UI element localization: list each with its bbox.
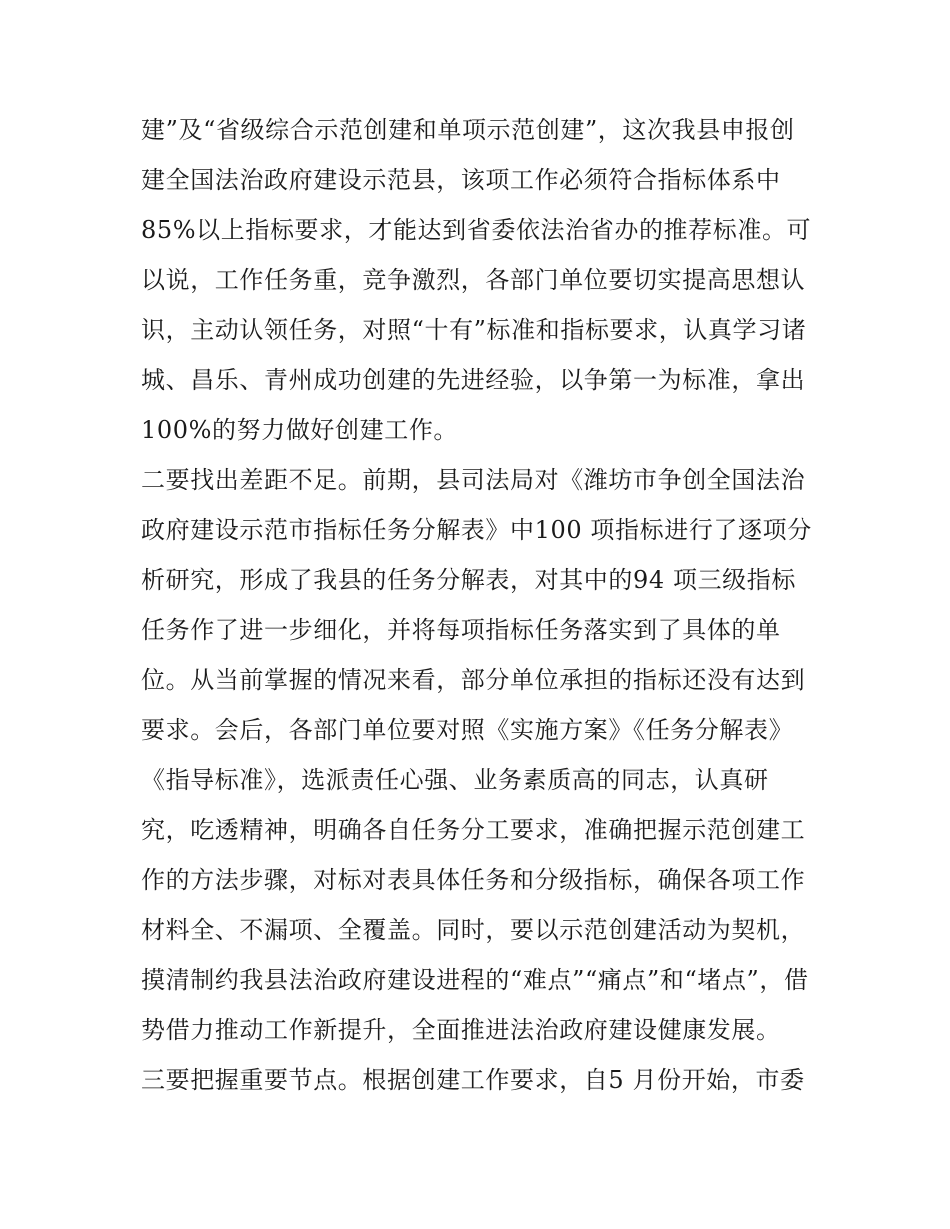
- text-line: 识，主动认领任务，对照“十有”标准和指标要求，认真学习诸: [141, 316, 807, 344]
- text-line: 位。从当前掌握的情况来看，部分单位承担的指标还没有达到: [141, 666, 806, 694]
- text-line: 二要找出差距不足。前期，县司法局对《潍坊市争创全国法治: [141, 466, 806, 494]
- text-line: 建”及“省级综合示范创建和单项示范创建”，这次我县申报创: [141, 116, 795, 144]
- text-line: 100%的努力做好创建工作。: [141, 416, 459, 444]
- text-line: 作的方法步骤，对标对表具体任务和分级指标，确保各项工作: [141, 866, 806, 894]
- body-text: [141, 105, 821, 1105]
- text-line: 材料全、不漏项、全覆盖。同时，要以示范创建活动为契机，: [141, 916, 806, 944]
- text-line: 城、昌乐、青州成功创建的先进经验，以争第一为标准，拿出: [141, 366, 806, 394]
- text-line: 政府建设示范市指标任务分解表》中100 项指标进行了逐项分: [141, 516, 812, 544]
- text-line: 三要把握重要节点。根据创建工作要求，自5 月份开始，市委: [141, 1066, 805, 1094]
- text-line: 要求。会后，各部门单位要对照《实施方案》《任务分解表》: [141, 716, 794, 744]
- text-line: 85%以上指标要求，才能达到省委依法治省办的推荐标准。可: [141, 216, 812, 244]
- text-line: 析研究，形成了我县的任务分解表，对其中的94 项三级指标: [141, 566, 796, 594]
- text-line: 《指导标准》，选派责任心强、业务素质高的同志，认真研: [141, 766, 769, 794]
- text-line: 以说，工作任务重，竞争激烈，各部门单位要切实提高思想认: [141, 266, 806, 294]
- text-line: 建全国法治政府建设示范县，该项工作必须符合指标体系中: [141, 166, 781, 194]
- text-line: 究，吃透精神，明确各自任务分工要求，准确把握示范创建工: [141, 816, 806, 844]
- text-line: 任务作了进一步细化，并将每项指标任务落实到了具体的单: [141, 616, 781, 644]
- text-line: 势借力推动工作新提升，全面推进法治政府建设健康发展。: [141, 1016, 781, 1044]
- text-line: 摸清制约我县法治政府建设进程的“难点”“痛点”和“堵点”，借: [141, 966, 809, 994]
